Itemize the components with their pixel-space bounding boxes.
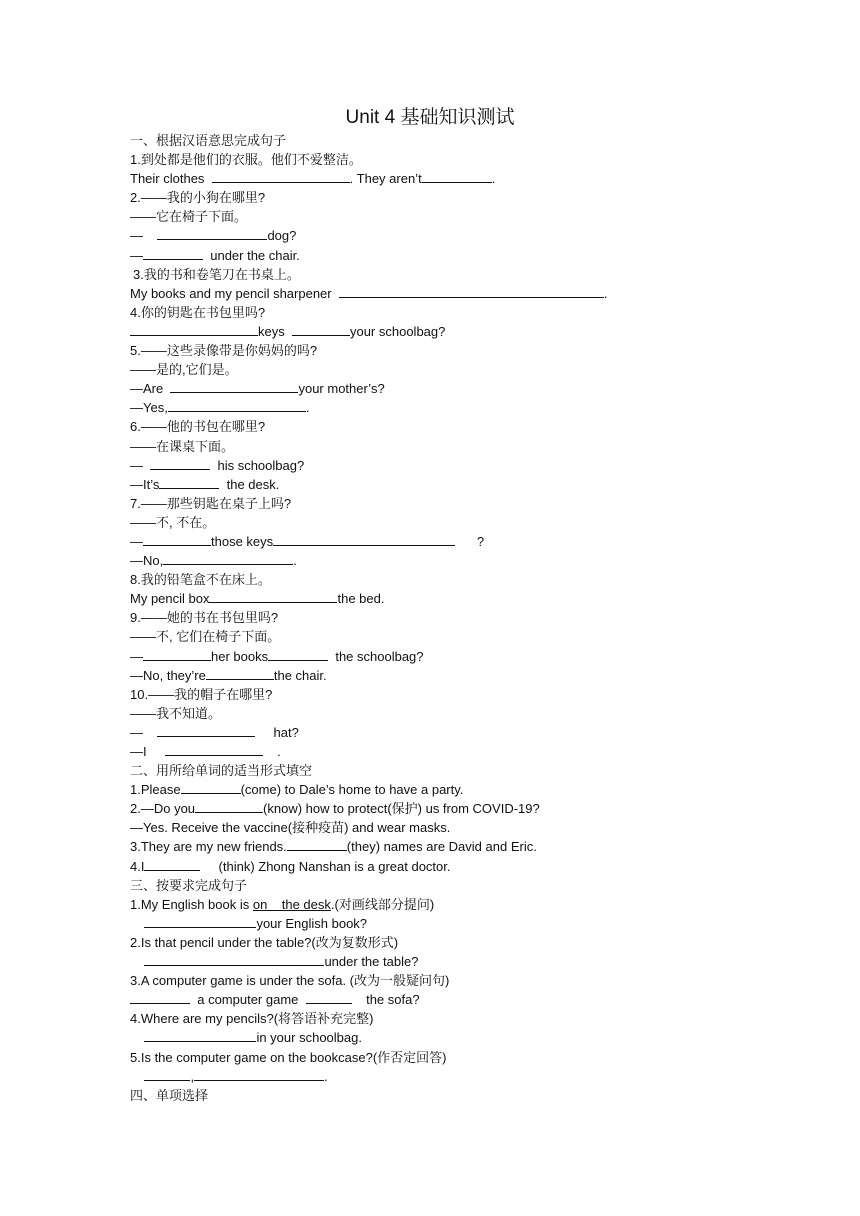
p3-q4-answer: in your schoolbag.: [130, 1028, 770, 1047]
p3-q2: 2.Is that pencil under the table?(改为复数形式): [130, 934, 399, 950]
answer-blank[interactable]: [157, 724, 255, 737]
p2-q2: 2.—Do you (know) how to protect(保护) us from COVID-19?: [130, 801, 540, 817]
page-title: Unit 4 基础知识测试: [345, 107, 515, 128]
answer-blank[interactable]: [159, 476, 219, 489]
p2-q1: 1.Please (come) to Dale’s home to have a party.: [130, 782, 464, 798]
answer-blank[interactable]: [292, 323, 350, 336]
answer-blank[interactable]: [144, 953, 324, 966]
answer-blank[interactable]: [195, 800, 263, 813]
answer-blank[interactable]: [143, 247, 203, 260]
q9-english-2: —No, they’re the chair.: [130, 667, 327, 683]
p2-q2-answer: —Yes. Receive the vaccine(接种疫苗) and wear masks.: [130, 820, 451, 836]
q9-english-1: — her books the schoolbag?: [130, 648, 424, 664]
section-heading-1: 一、根据汉语意思完成句子: [130, 133, 287, 148]
answer-blank[interactable]: [143, 533, 211, 546]
p3-q4: 4.Where are my pencils?(将答语补充完整): [130, 1011, 374, 1027]
q7-chinese-1: 7.——那些钥匙在桌子上吗?: [130, 495, 292, 511]
answer-blank[interactable]: [130, 991, 190, 1004]
answer-blank[interactable]: [157, 227, 267, 240]
q7-english-1: — those keys ?: [130, 533, 485, 549]
section-heading-4: 四、单项选择: [130, 1087, 209, 1103]
answer-blank[interactable]: [306, 991, 352, 1004]
answer-blank[interactable]: [422, 170, 492, 183]
q7-chinese-2: ——不, 不在。: [130, 514, 216, 530]
q2-chinese-2: ——它在椅子下面。: [130, 209, 248, 225]
q3-chinese: 3.我的书和卷笔刀在书桌上。: [133, 266, 300, 282]
p3-q2-answer: under the table?: [130, 952, 770, 971]
q10-english-1: — hat?: [130, 724, 299, 740]
answer-blank[interactable]: [206, 667, 274, 680]
worksheet-content: [130, 131, 770, 1105]
q6-chinese-1: 6.——他的书包在哪里?: [130, 419, 266, 435]
answer-blank[interactable]: [130, 323, 258, 336]
answer-blank[interactable]: [163, 552, 293, 565]
q6-english-2: —It’s the desk.: [130, 476, 280, 492]
p3-q3: 3.A computer game is under the sofa. (改为一般疑问句): [130, 973, 450, 989]
answer-blank[interactable]: [144, 915, 256, 928]
answer-blank[interactable]: [268, 648, 328, 661]
p3-q5-answer: , .: [130, 1067, 770, 1086]
underlined-phrase: on the desk: [252, 896, 331, 912]
answer-blank[interactable]: [181, 781, 241, 794]
p3-q1-answer: your English book?: [130, 914, 770, 933]
section-heading-2: 二、用所给单词的适当形式填空: [130, 763, 313, 779]
answer-blank[interactable]: [209, 590, 337, 603]
q5-english-1: —Are your mother’s?: [130, 381, 385, 397]
answer-blank[interactable]: [212, 170, 350, 183]
q10-english-2: —I .: [130, 744, 281, 759]
answer-blank[interactable]: [165, 743, 263, 756]
q4-chinese: 4.你的钥匙在书包里吗?: [130, 304, 266, 320]
answer-blank[interactable]: [143, 648, 211, 661]
p3-q5: 5.Is the computer game on the bookcase?(作否定回答): [130, 1049, 447, 1065]
q5-chinese-1: 5.——这些录像带是你妈妈的吗?: [130, 343, 318, 359]
q8-english: My pencil box the bed.: [130, 591, 385, 607]
answer-blank[interactable]: [150, 457, 210, 470]
q9-chinese-2: ——不, 它们在椅子下面。: [130, 629, 281, 645]
p3-q3-answer: a computer game the sofa?: [130, 990, 770, 1009]
p2-q4: 4.I (think) Zhong Nanshan is a great doctor.: [130, 858, 451, 874]
answer-blank[interactable]: [194, 1068, 324, 1081]
q3-english: My books and my pencil sharpener .: [130, 285, 608, 301]
answer-blank[interactable]: [168, 399, 306, 412]
q5-english-2: —Yes, .: [130, 400, 310, 416]
answer-blank[interactable]: [339, 285, 604, 298]
q1-chinese: 1.到处都是他们的衣服。他们不爱整洁。: [130, 152, 362, 168]
q5-chinese-2: ——是的,它们是。: [130, 362, 238, 378]
section-heading-3: 三、按要求完成句子: [130, 877, 248, 893]
q9-chinese-1: 9.——她的书在书包里吗?: [130, 610, 279, 626]
answer-blank[interactable]: [273, 533, 455, 546]
q4-english: keys your schoolbag?: [130, 322, 770, 341]
answer-blank[interactable]: [144, 1029, 256, 1042]
q2-english-2: — under the chair.: [130, 247, 300, 263]
q8-chinese: 8.我的铅笔盒不在床上。: [130, 572, 271, 588]
p3-q1: 1.My English book is on the desk.(对画线部分提问): [130, 896, 435, 912]
answer-blank[interactable]: [144, 858, 200, 871]
q2-chinese-1: 2.——我的小狗在哪里?: [130, 190, 266, 206]
answer-blank[interactable]: [170, 380, 298, 393]
q10-chinese-1: 10.——我的帽子在哪里?: [130, 686, 273, 702]
answer-blank[interactable]: [287, 838, 347, 851]
q1-english: Their clothes . They aren’t .: [130, 171, 496, 187]
q6-chinese-2: ——在课桌下面。: [130, 438, 235, 454]
q7-english-2: —No, .: [130, 553, 297, 569]
answer-blank[interactable]: [144, 1068, 190, 1081]
p2-q3: 3.They are my new friends. (they) names are David and Eric.: [130, 839, 537, 855]
q10-chinese-2: ——我不知道。: [130, 705, 222, 721]
q6-english-1: — his schoolbag?: [130, 457, 305, 473]
q2-english-1: — dog?: [130, 228, 297, 244]
